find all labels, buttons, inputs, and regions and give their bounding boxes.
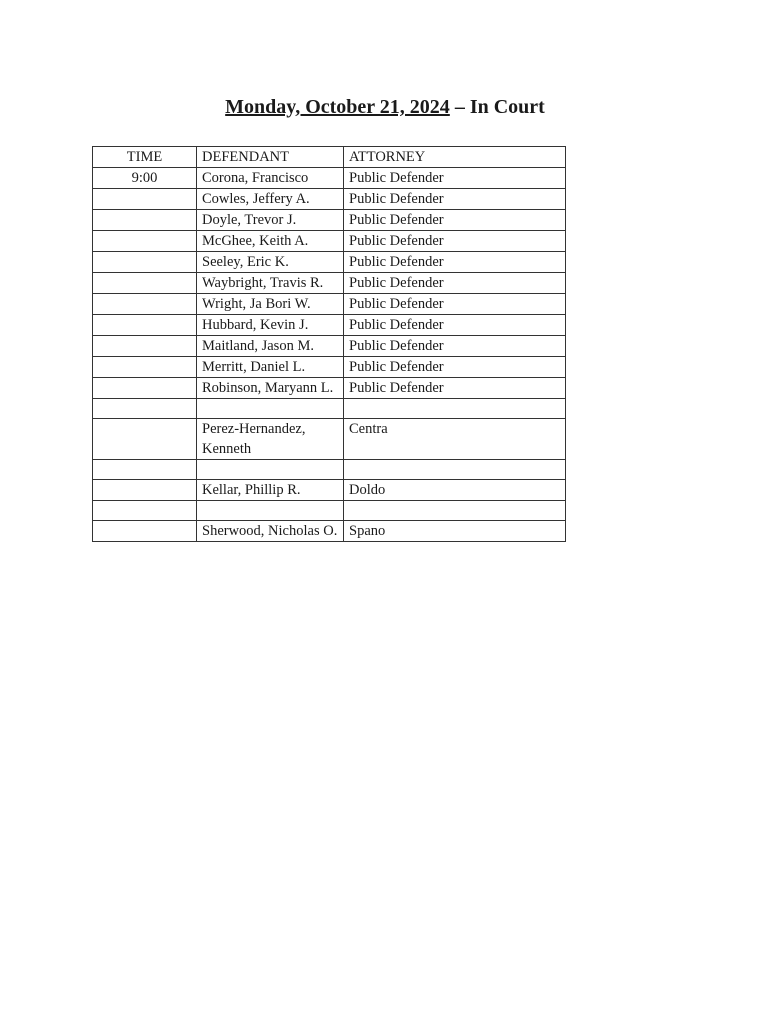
cell-time bbox=[93, 252, 197, 273]
cell-attorney: Public Defender bbox=[344, 315, 566, 336]
cell-attorney: Doldo bbox=[344, 480, 566, 501]
cell-time bbox=[93, 357, 197, 378]
table-row-blank bbox=[93, 399, 566, 419]
cell-attorney bbox=[344, 399, 566, 419]
cell-attorney: Public Defender bbox=[344, 189, 566, 210]
cell-defendant: Waybright, Travis R. bbox=[197, 273, 344, 294]
cell-attorney bbox=[344, 460, 566, 480]
cell-defendant bbox=[197, 399, 344, 419]
cell-time bbox=[93, 336, 197, 357]
cell-attorney: Public Defender bbox=[344, 294, 566, 315]
table-row bbox=[93, 480, 566, 501]
table-row bbox=[93, 168, 566, 189]
cell-attorney: Public Defender bbox=[344, 357, 566, 378]
table-row bbox=[93, 336, 566, 357]
cell-defendant: McGhee, Keith A. bbox=[197, 231, 344, 252]
cell-defendant: Seeley, Eric K. bbox=[197, 252, 344, 273]
cell-defendant bbox=[197, 460, 344, 480]
table-row bbox=[93, 357, 566, 378]
table-row bbox=[93, 294, 566, 315]
cell-time bbox=[93, 378, 197, 399]
cell-attorney: Public Defender bbox=[344, 252, 566, 273]
cell-attorney: Centra bbox=[344, 419, 566, 460]
court-schedule-table bbox=[92, 146, 566, 542]
table-row bbox=[93, 315, 566, 336]
cell-defendant: Perez-Hernandez, Kenneth bbox=[197, 419, 344, 460]
cell-defendant: Corona, Francisco bbox=[197, 168, 344, 189]
cell-time bbox=[93, 273, 197, 294]
cell-time bbox=[93, 315, 197, 336]
table-row bbox=[93, 521, 566, 542]
title-separator: – bbox=[454, 96, 465, 118]
header-time: TIME bbox=[93, 147, 197, 168]
table-row bbox=[93, 378, 566, 399]
cell-defendant: Maitland, Jason M. bbox=[197, 336, 344, 357]
cell-attorney: Public Defender bbox=[344, 336, 566, 357]
cell-attorney: Public Defender bbox=[344, 273, 566, 294]
table-row bbox=[93, 210, 566, 231]
cell-time bbox=[93, 189, 197, 210]
cell-attorney bbox=[344, 501, 566, 521]
table-row bbox=[93, 189, 566, 210]
table-row bbox=[93, 252, 566, 273]
cell-time bbox=[93, 480, 197, 501]
cell-time bbox=[93, 460, 197, 480]
cell-defendant: Doyle, Trevor J. bbox=[197, 210, 344, 231]
cell-defendant: Kellar, Phillip R. bbox=[197, 480, 344, 501]
cell-attorney: Public Defender bbox=[344, 168, 566, 189]
title-date: Monday, October 21, 2024 bbox=[225, 96, 450, 118]
cell-defendant: Cowles, Jeffery A. bbox=[197, 189, 344, 210]
cell-time bbox=[93, 231, 197, 252]
cell-defendant: Merritt, Daniel L. bbox=[197, 357, 344, 378]
cell-time bbox=[93, 521, 197, 542]
table-row-blank bbox=[93, 501, 566, 521]
cell-time bbox=[93, 501, 197, 521]
cell-defendant: Wright, Ja Bori W. bbox=[197, 294, 344, 315]
cell-defendant bbox=[197, 501, 344, 521]
table-row bbox=[93, 231, 566, 252]
cell-attorney: Public Defender bbox=[344, 231, 566, 252]
cell-attorney: Public Defender bbox=[344, 378, 566, 399]
cell-defendant: Robinson, Maryann L. bbox=[197, 378, 344, 399]
cell-defendant: Sherwood, Nicholas O. bbox=[197, 521, 344, 542]
cell-defendant: Hubbard, Kevin J. bbox=[197, 315, 344, 336]
cell-time bbox=[93, 294, 197, 315]
cell-time bbox=[93, 419, 197, 460]
title-session: In Court bbox=[469, 96, 545, 118]
table-row bbox=[93, 419, 566, 460]
header-attorney: ATTORNEY bbox=[344, 147, 566, 168]
table-header-row bbox=[93, 147, 566, 168]
page-title bbox=[0, 96, 768, 119]
cell-time bbox=[93, 210, 197, 231]
header-defendant: DEFENDANT bbox=[197, 147, 344, 168]
cell-time: 9:00 bbox=[93, 168, 197, 189]
table-row bbox=[93, 273, 566, 294]
cell-attorney: Public Defender bbox=[344, 210, 566, 231]
cell-attorney: Spano bbox=[344, 521, 566, 542]
cell-time bbox=[93, 399, 197, 419]
table-row-blank bbox=[93, 460, 566, 480]
